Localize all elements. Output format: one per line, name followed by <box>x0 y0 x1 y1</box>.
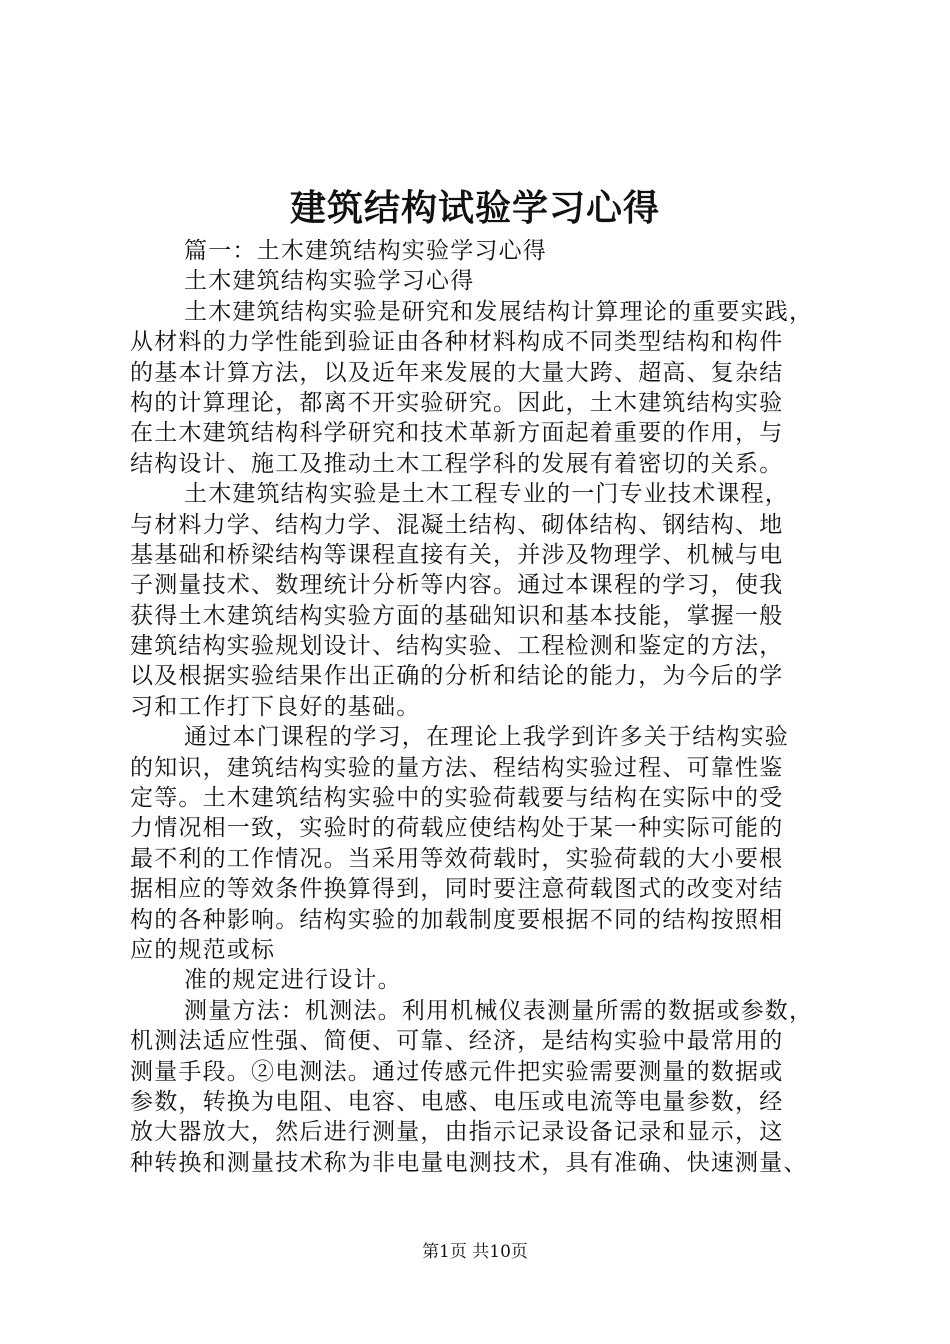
text-line: 从材料的力学性能到验证由各种材料构成不同类型结构和构件 <box>130 329 784 356</box>
text-line: 准的规定进行设计。 <box>184 967 402 994</box>
text-line: 参数，转换为电阻、电容、电感、电压或电流等电量参数，经 <box>130 1088 784 1115</box>
text-line: 基基础和桥梁结构等课程直接有关，并涉及物理学、机械与电 <box>130 541 784 568</box>
text-line: 种转换和测量技术称为非电量电测技术，具有准确、快速测量、 <box>130 1149 808 1176</box>
text-line: 测量方法：机测法。利用机械仪表测量所需的数据或参数， <box>184 997 814 1024</box>
text-line: 在土木建筑结构科学研究和技术革新方面起着重要的作用，与 <box>130 420 784 447</box>
text-line: 通过本门课程的学习，在理论上我学到许多关于结构实验 <box>184 724 789 751</box>
document-body <box>130 236 842 1178</box>
text-line: 的知识，建筑结构实验的量方法、程结构实验过程、可靠性鉴 <box>130 754 784 781</box>
text-line: 构的计算理论，都离不开实验研究。因此，土木建筑结构实验 <box>130 389 784 416</box>
text-line: 结构设计、施工及推动土木工程学科的发展有着密切的关系。 <box>130 450 784 477</box>
text-line: 机测法适应性强、简便、可靠、经济，是结构实验中最常用的 <box>130 1028 784 1055</box>
text-line: 据相应的等效条件换算得到，同时要注意荷载图式的改变对结 <box>130 876 784 903</box>
text-line: 获得土木建筑结构实验方面的基础知识和基本技能，掌握一般 <box>130 602 784 629</box>
page-footer: 第1页 共10页 <box>422 1242 528 1262</box>
text-line: 土木建筑结构实验是土木工程专业的一门专业技术课程， <box>184 481 789 508</box>
text-line: 测量手段。②电测法。通过传感元件把实验需要测量的数据或 <box>130 1058 784 1085</box>
text-line: 与材料力学、结构力学、混凝土结构、砌体结构、钢结构、地 <box>130 511 784 538</box>
text-line: 力情况相一致，实验时的荷载应使结构处于某一种实际可能的 <box>130 815 784 842</box>
text-line: 构的各种影响。结构实验的加载制度要根据不同的结构按照相 <box>130 906 784 933</box>
text-line: 习和工作打下良好的基础。 <box>130 693 421 720</box>
document-title: 建筑结构试验学习心得 <box>289 187 660 229</box>
text-line: 定等。土木建筑结构实验中的实验荷载要与结构在实际中的受 <box>130 785 784 812</box>
text-line: 篇一：土木建筑结构实验学习心得 <box>184 238 547 264</box>
text-line: 建筑结构实验规划设计、结构实验、工程检测和鉴定的方法， <box>130 633 784 660</box>
text-line: 最不利的工作情况。当采用等效荷载时，实验荷载的大小要根 <box>130 845 784 872</box>
text-line: 土木建筑结构实验学习心得 <box>184 268 475 295</box>
text-line: 以及根据实验结果作出正确的分析和结论的能力，为今后的学 <box>130 663 784 690</box>
text-line: 子测量技术、数理统计分析等内容。通过本课程的学习，使我 <box>130 572 784 599</box>
text-line: 应的规范或标 <box>130 936 276 963</box>
text-line: 土木建筑结构实验是研究和发展结构计算理论的重要实践， <box>184 298 814 325</box>
text-line: 放大器放大，然后进行测量，由指示记录设备记录和显示，这 <box>130 1119 784 1146</box>
text-line: 的基本计算方法，以及近年来发展的大量大跨、超高、复杂结 <box>130 359 784 386</box>
